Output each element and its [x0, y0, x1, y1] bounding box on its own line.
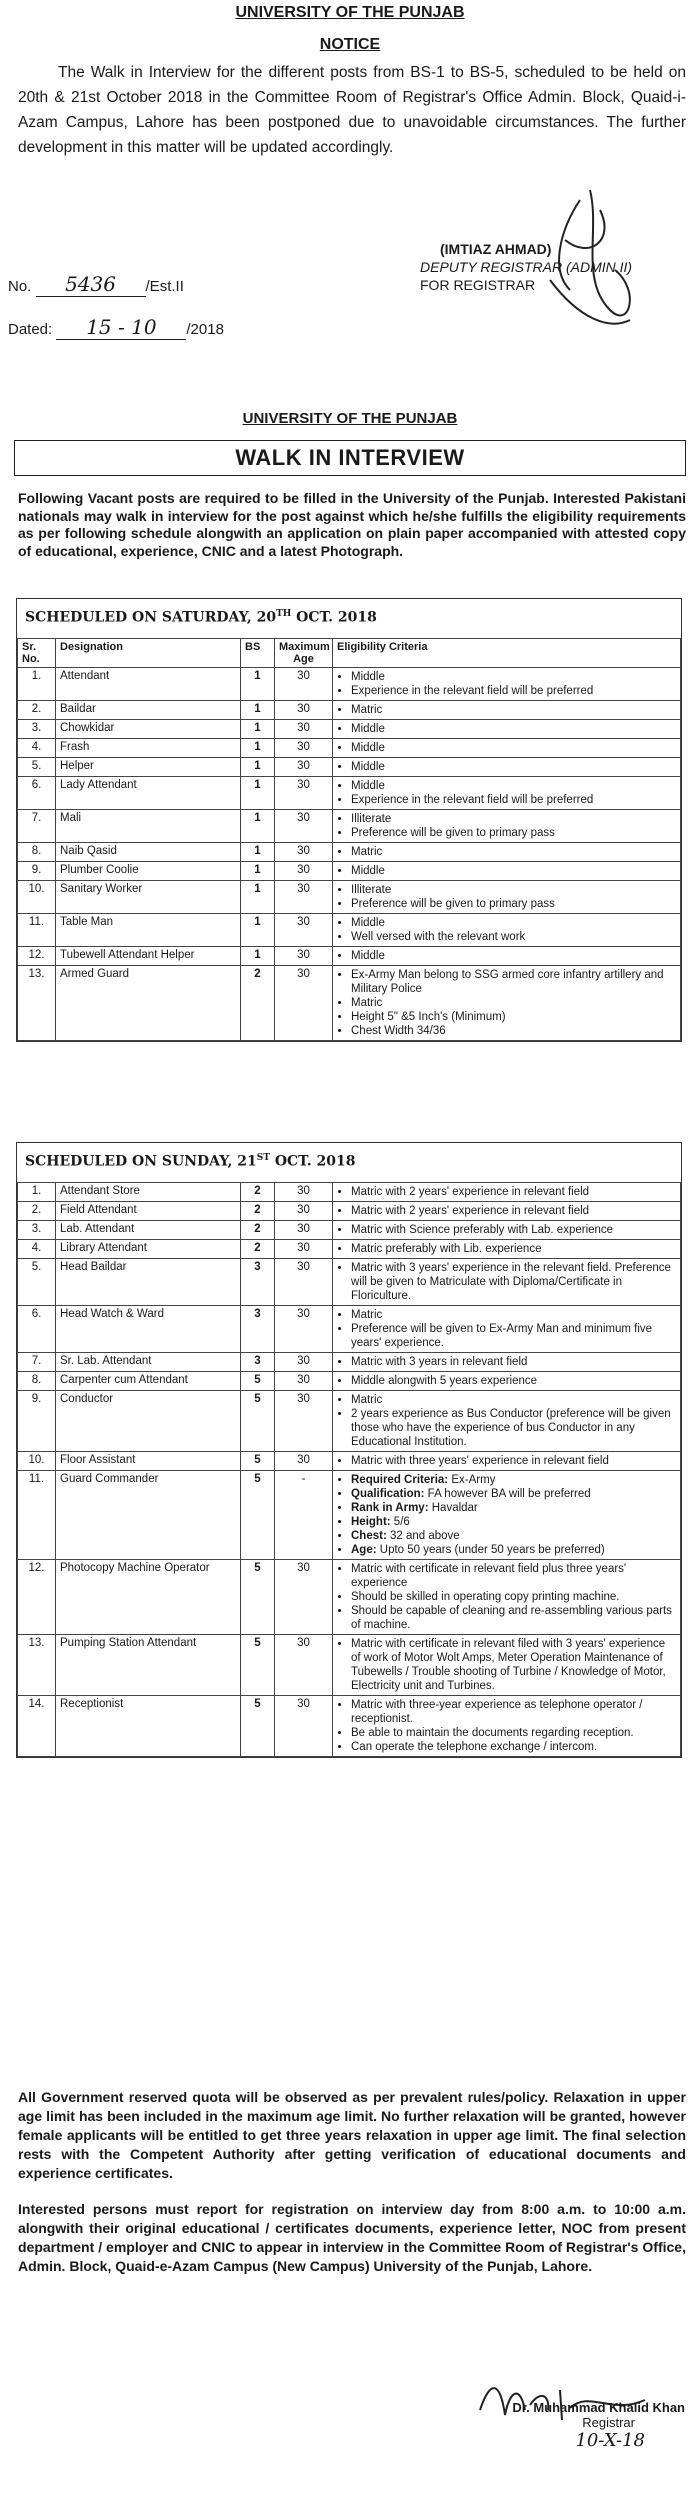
criteria-item: • Matric	[351, 703, 676, 717]
col-designation: Designation	[56, 638, 241, 667]
schedule-sunday-heading: SCHEDULED ON SUNDAY, 21ST OCT. 2018	[25, 1153, 356, 1170]
cell-designation: Armed Guard	[56, 965, 241, 1040]
cell-sr: 7.	[18, 809, 56, 842]
cell-sr: 3.	[18, 1220, 56, 1239]
table-row	[18, 861, 681, 880]
ref-number-label: No.	[8, 278, 32, 295]
criteria-item	[351, 1515, 676, 1529]
criteria-label: Rank in Army:	[351, 1501, 429, 1514]
cell-criteria	[333, 946, 681, 965]
cell-designation: Guard Commander	[56, 1470, 241, 1559]
registrar-title: Registrar	[582, 2415, 635, 2430]
cell-criteria	[333, 667, 681, 700]
cell-criteria	[333, 1390, 681, 1451]
criteria-label: Height:	[351, 1515, 391, 1528]
criteria-item: • Middle alongwith 5 years experience	[351, 1374, 676, 1388]
cell-designation: Helper	[56, 757, 241, 776]
cell-max-age: 30	[275, 700, 333, 719]
notice-body: The Walk in Interview for the different posts from BS-1 to BS-5, scheduled to be held on 20th & 21st October 2018 in the Committee Room of Registrar's Office Admin. Block, Quaid-i-Azam Campus, Lahore has been postponed due to unavoidable circumstances. The further development in this matter will be updated accordingly.	[18, 64, 686, 156]
registrar-name: Dr. Muhammad Khalid Khan	[512, 2400, 685, 2415]
ref-date-value: 15 - 10	[56, 315, 186, 340]
ref-number-value: 5436	[36, 272, 146, 297]
notice-signatory-title: DEPUTY REGISTRAR (ADMIN.II)	[420, 259, 633, 275]
col-max-age: Maximum Age	[275, 638, 333, 667]
cell-sr: 4.	[18, 738, 56, 757]
cell-max-age: 30	[275, 880, 333, 913]
cell-bs: 3	[241, 1258, 275, 1305]
table-row	[18, 1390, 681, 1451]
cell-designation: Attendant Store	[56, 1182, 241, 1201]
cell-designation: Head Baildar	[56, 1258, 241, 1305]
criteria-item: • Experience in the relevant field will be preferred	[351, 793, 676, 807]
cell-criteria	[333, 1258, 681, 1305]
criteria-item: • Chest Width 34/36	[351, 1024, 676, 1038]
registrar-block	[455, 2400, 685, 2451]
cell-max-age: 30	[275, 913, 333, 946]
cell-criteria	[333, 719, 681, 738]
criteria-text: Upto 50 years (under 50 years be preferred)	[376, 1543, 605, 1556]
cell-bs: 1	[241, 719, 275, 738]
cell-designation: Naib Qasid	[56, 842, 241, 861]
criteria-item: • Matric with 3 years in relevant field	[351, 1355, 676, 1369]
cell-sr: 14.	[18, 1695, 56, 1756]
cell-max-age: 30	[275, 1182, 333, 1201]
criteria-label: Qualification:	[351, 1487, 425, 1500]
cell-sr: 12.	[18, 1559, 56, 1634]
criteria-item: • Experience in the relevant field will be preferred	[351, 684, 676, 698]
criteria-item: • Middle	[351, 949, 676, 963]
criteria-item: • Height 5" &5 Inch's (Minimum)	[351, 1010, 676, 1024]
criteria-text: Havaldar	[428, 1501, 478, 1514]
table-row	[18, 1258, 681, 1305]
criteria-item: • Matric	[351, 996, 676, 1010]
cell-sr: 12.	[18, 946, 56, 965]
criteria-text: 32 and above	[386, 1529, 460, 1542]
cell-criteria	[333, 738, 681, 757]
advert-banner: WALK IN INTERVIEW	[14, 440, 686, 476]
criteria-item: • Well versed with the relevant work	[351, 930, 676, 944]
criteria-item	[351, 1487, 676, 1501]
criteria-label: Age:	[351, 1543, 377, 1556]
cell-bs: 1	[241, 880, 275, 913]
cell-sr: 6.	[18, 1305, 56, 1352]
cell-criteria	[333, 700, 681, 719]
cell-designation: Sanitary Worker	[56, 880, 241, 913]
cell-bs: 2	[241, 965, 275, 1040]
criteria-item: • Should be capable of cleaning and re-assembling various parts of machine.	[351, 1604, 676, 1632]
cell-sr: 9.	[18, 1390, 56, 1451]
col-bs: BS	[241, 638, 275, 667]
cell-criteria	[333, 965, 681, 1040]
cell-criteria	[333, 842, 681, 861]
criteria-item: • Matric with Science preferably with Lab. experience	[351, 1223, 676, 1237]
cell-max-age: 30	[275, 1695, 333, 1756]
cell-sr: 11.	[18, 1470, 56, 1559]
cell-bs: 5	[241, 1470, 275, 1559]
cell-criteria	[333, 861, 681, 880]
cell-criteria	[333, 1352, 681, 1371]
criteria-item: • Preference will be given to primary pass	[351, 826, 676, 840]
table-row	[18, 809, 681, 842]
criteria-item: • Middle	[351, 864, 676, 878]
cell-bs: 1	[241, 667, 275, 700]
cell-criteria	[333, 1451, 681, 1470]
criteria-item: • Can operate the telephone exchange / intercom.	[351, 1740, 676, 1754]
cell-bs: 5	[241, 1451, 275, 1470]
table-row	[18, 1634, 681, 1695]
cell-designation: Tubewell Attendant Helper	[56, 946, 241, 965]
cell-max-age: 30	[275, 757, 333, 776]
cell-criteria	[333, 880, 681, 913]
criteria-item: • Matric	[351, 1308, 676, 1322]
cell-bs: 1	[241, 809, 275, 842]
cell-designation: Chowkidar	[56, 719, 241, 738]
cell-sr: 10.	[18, 1451, 56, 1470]
cell-sr: 1.	[18, 667, 56, 700]
criteria-item: • Middle	[351, 779, 676, 793]
table-row	[18, 700, 681, 719]
cell-max-age: 30	[275, 842, 333, 861]
cell-bs: 1	[241, 861, 275, 880]
criteria-item	[351, 1473, 676, 1487]
cell-designation: Conductor	[56, 1390, 241, 1451]
cell-bs: 5	[241, 1634, 275, 1695]
cell-criteria	[333, 776, 681, 809]
cell-designation: Head Watch & Ward	[56, 1305, 241, 1352]
cell-criteria	[333, 757, 681, 776]
cell-bs: 2	[241, 1182, 275, 1201]
cell-designation: Table Man	[56, 913, 241, 946]
schedule-saturday-table	[17, 638, 681, 1041]
cell-bs: 1	[241, 842, 275, 861]
cell-designation: Baildar	[56, 700, 241, 719]
cell-designation: Lady Attendant	[56, 776, 241, 809]
cell-bs: 1	[241, 757, 275, 776]
table-row	[18, 1182, 681, 1201]
cell-sr: 5.	[18, 757, 56, 776]
table-row	[18, 738, 681, 757]
closing-para-quota: All Government reserved quota will be observed as per prevalent rules/policy. Relaxation in upper age limit has been included in the maximum age limit. No further relaxation will be granted, however female applicants will be entitled to get three years relaxation in upper age limit. The final selection rests with the Competent Authority after getting verification of educational documents and experience certificates.	[18, 2089, 686, 2181]
table-row	[18, 1201, 681, 1220]
closing-para-registration: Interested persons must report for registration on interview day from 8:00 a.m. to 10:00 a.m. alongwith their original educational / certificates documents, experience letter, NOC from present department / employer and CNIC to appear in interview in the Committee Room of Registrar's Office, Admin. Block, Quaid-e-Azam Campus (New Campus) University of the Punjab, Lahore.	[18, 2201, 686, 2274]
criteria-item: • Middle	[351, 916, 676, 930]
cell-max-age: 30	[275, 1201, 333, 1220]
criteria-item	[351, 1529, 676, 1543]
cell-bs: 1	[241, 738, 275, 757]
cell-bs: 3	[241, 1352, 275, 1371]
cell-bs: 5	[241, 1371, 275, 1390]
cell-max-age: 30	[275, 667, 333, 700]
criteria-item: • Matric with 2 years' experience in relevant field	[351, 1204, 676, 1218]
cell-sr: 7.	[18, 1352, 56, 1371]
cell-sr: 6.	[18, 776, 56, 809]
cell-sr: 9.	[18, 861, 56, 880]
schedule-saturday	[16, 598, 682, 1042]
cell-bs: 5	[241, 1390, 275, 1451]
cell-designation: Mali	[56, 809, 241, 842]
table-row	[18, 1559, 681, 1634]
notice-signatory-name: (IMTIAZ AHMAD)	[440, 241, 552, 257]
cell-designation: Frash	[56, 738, 241, 757]
ref-number-suffix: /Est.II	[145, 278, 184, 295]
cell-designation: Receptionist	[56, 1695, 241, 1756]
cell-designation: Attendant	[56, 667, 241, 700]
table-row	[18, 757, 681, 776]
ref-date-label: Dated:	[8, 321, 53, 338]
cell-criteria	[333, 809, 681, 842]
cell-sr: 13.	[18, 965, 56, 1040]
criteria-item: • Middle	[351, 760, 676, 774]
table-header-row	[18, 638, 681, 667]
cell-max-age: 30	[275, 1220, 333, 1239]
cell-criteria	[333, 1559, 681, 1634]
cell-bs: 5	[241, 1695, 275, 1756]
cell-sr: 2.	[18, 700, 56, 719]
table-row	[18, 1220, 681, 1239]
cell-designation: Floor Assistant	[56, 1451, 241, 1470]
criteria-item: • Ex-Army Man belong to SSG armed core infantry artillery and Military Police	[351, 968, 676, 996]
table-row	[18, 776, 681, 809]
criteria-item: • Matric with certificate in relevant filed with 3 years' experience of work of Motor Wolt Amps, Meter Operation Maintenance of Tubewells / Trouble shooting of Turbine / Knowledge of Motor, Electricity unit and Turbines.	[351, 1637, 676, 1693]
criteria-item: • Middle	[351, 670, 676, 684]
criteria-label: Chest:	[351, 1529, 387, 1542]
notice-university: UNIVERSITY OF THE PUNJAB	[235, 4, 465, 21]
criteria-item: • Matric	[351, 845, 676, 859]
cell-designation: Photocopy Machine Operator	[56, 1559, 241, 1634]
criteria-item: • Matric with 3 years' experience in the relevant field. Preference will be given to Matriculate with Diploma/Certificate in Floriculture.	[351, 1261, 676, 1303]
col-sr: Sr. No.	[18, 638, 56, 667]
table-row	[18, 719, 681, 738]
cell-max-age: 30	[275, 965, 333, 1040]
cell-criteria	[333, 1182, 681, 1201]
table-row	[18, 1352, 681, 1371]
cell-designation: Field Attendant	[56, 1201, 241, 1220]
ref-number	[8, 272, 184, 297]
cell-sr: 5.	[18, 1258, 56, 1305]
table-row	[18, 1451, 681, 1470]
cell-max-age: -	[275, 1470, 333, 1559]
cell-criteria	[333, 1470, 681, 1559]
cell-criteria	[333, 1695, 681, 1756]
cell-criteria	[333, 1305, 681, 1352]
table-row	[18, 1371, 681, 1390]
table-row	[18, 913, 681, 946]
advert-intro: Following Vacant posts are required to be filled in the University of the Punjab. Interested Pakistani nationals may walk in interview for the post against which he/she fulfills the eligibility requirements as per following schedule alongwith an application on plain paper accompanied with attested copy of educational, experience, CNIC and a latest Photograph.	[18, 490, 686, 559]
notice-signatory	[420, 240, 680, 294]
cell-max-age: 30	[275, 1352, 333, 1371]
criteria-item: • Middle	[351, 741, 676, 755]
cell-designation: Sr. Lab. Attendant	[56, 1352, 241, 1371]
cell-bs: 1	[241, 946, 275, 965]
ref-date-suffix: /2018	[186, 321, 224, 338]
registrar-handwritten-date: 10-X-18	[575, 2430, 645, 2451]
table-row	[18, 880, 681, 913]
criteria-item: • Middle	[351, 722, 676, 736]
criteria-item	[351, 1543, 676, 1557]
cell-criteria	[333, 1201, 681, 1220]
ref-date	[8, 315, 224, 340]
cell-max-age: 30	[275, 861, 333, 880]
cell-bs: 2	[241, 1220, 275, 1239]
table-row	[18, 842, 681, 861]
cell-designation: Plumber Coolie	[56, 861, 241, 880]
notice-signatory-for: FOR REGISTRAR	[420, 277, 536, 293]
cell-sr: 8.	[18, 1371, 56, 1390]
cell-max-age: 30	[275, 1634, 333, 1695]
cell-designation: Lab. Attendant	[56, 1220, 241, 1239]
criteria-item: • Illiterate	[351, 812, 676, 826]
table-row	[18, 1239, 681, 1258]
criteria-item: • Matric with three years' experience in relevant field	[351, 1454, 676, 1468]
cell-designation: Library Attendant	[56, 1239, 241, 1258]
table-row	[18, 965, 681, 1040]
schedule-saturday-heading: SCHEDULED ON SATURDAY, 20TH OCT. 2018	[25, 609, 377, 626]
cell-sr: 3.	[18, 719, 56, 738]
criteria-text: FA however BA will be preferred	[424, 1487, 591, 1500]
cell-max-age: 30	[275, 1305, 333, 1352]
cell-criteria	[333, 913, 681, 946]
cell-designation: Pumping Station Attendant	[56, 1634, 241, 1695]
cell-max-age: 30	[275, 776, 333, 809]
cell-sr: 13.	[18, 1634, 56, 1695]
criteria-item: • Matric with certificate in relevant field plus three years' experience	[351, 1562, 676, 1590]
cell-max-age: 30	[275, 946, 333, 965]
table-row	[18, 1470, 681, 1559]
criteria-text: 5/6	[390, 1515, 410, 1528]
criteria-item: • Matric	[351, 1393, 676, 1407]
cell-sr: 8.	[18, 842, 56, 861]
criteria-text: Ex-Army	[448, 1473, 496, 1486]
cell-criteria	[333, 1634, 681, 1695]
cell-bs: 5	[241, 1559, 275, 1634]
schedule-sunday-table	[17, 1182, 681, 1757]
cell-max-age: 30	[275, 809, 333, 842]
cell-max-age: 30	[275, 1390, 333, 1451]
criteria-item: • Be able to maintain the documents regarding reception.	[351, 1726, 676, 1740]
cell-bs: 1	[241, 700, 275, 719]
cell-sr: 4.	[18, 1239, 56, 1258]
cell-designation: Carpenter cum Attendant	[56, 1371, 241, 1390]
criteria-item: • Matric with three-year experience as telephone operator / receptionist.	[351, 1698, 676, 1726]
cell-bs: 2	[241, 1239, 275, 1258]
cell-max-age: 30	[275, 1239, 333, 1258]
cell-bs: 1	[241, 776, 275, 809]
cell-max-age: 30	[275, 1559, 333, 1634]
criteria-item	[351, 1501, 676, 1515]
schedule-sunday	[16, 1142, 682, 1758]
cell-criteria	[333, 1220, 681, 1239]
criteria-item: • 2 years experience as Bus Conductor (preference will be given those who have the experience of bus Conductor in any Educational Institution.	[351, 1407, 676, 1449]
col-criteria: Eligibility Criteria	[333, 638, 681, 667]
cell-criteria	[333, 1239, 681, 1258]
cell-max-age: 30	[275, 1371, 333, 1390]
advert-university: UNIVERSITY OF THE PUNJAB	[242, 410, 458, 427]
cell-criteria	[333, 1371, 681, 1390]
cell-sr: 11.	[18, 913, 56, 946]
cell-max-age: 30	[275, 719, 333, 738]
cell-sr: 1.	[18, 1182, 56, 1201]
criteria-item: • Illiterate	[351, 883, 676, 897]
criteria-item: • Preference will be given to Ex-Army Man and minimum five years' experience.	[351, 1322, 676, 1350]
criteria-item: • Matric with 2 years' experience in relevant field	[351, 1185, 676, 1199]
cell-max-age: 30	[275, 1258, 333, 1305]
table-row	[18, 1695, 681, 1756]
criteria-item: • Matric preferably with Lib. experience	[351, 1242, 676, 1256]
cell-max-age: 30	[275, 738, 333, 757]
notice-heading: NOTICE	[319, 36, 381, 53]
cell-bs: 3	[241, 1305, 275, 1352]
criteria-label: Required Criteria:	[351, 1473, 449, 1486]
cell-bs: 1	[241, 913, 275, 946]
cell-bs: 2	[241, 1201, 275, 1220]
criteria-item: • Preference will be given to primary pass	[351, 897, 676, 911]
cell-max-age: 30	[275, 1451, 333, 1470]
cell-sr: 2.	[18, 1201, 56, 1220]
table-row	[18, 946, 681, 965]
cell-sr: 10.	[18, 880, 56, 913]
criteria-item: • Should be skilled in operating copy printing machine.	[351, 1590, 676, 1604]
table-row	[18, 1305, 681, 1352]
table-row	[18, 667, 681, 700]
